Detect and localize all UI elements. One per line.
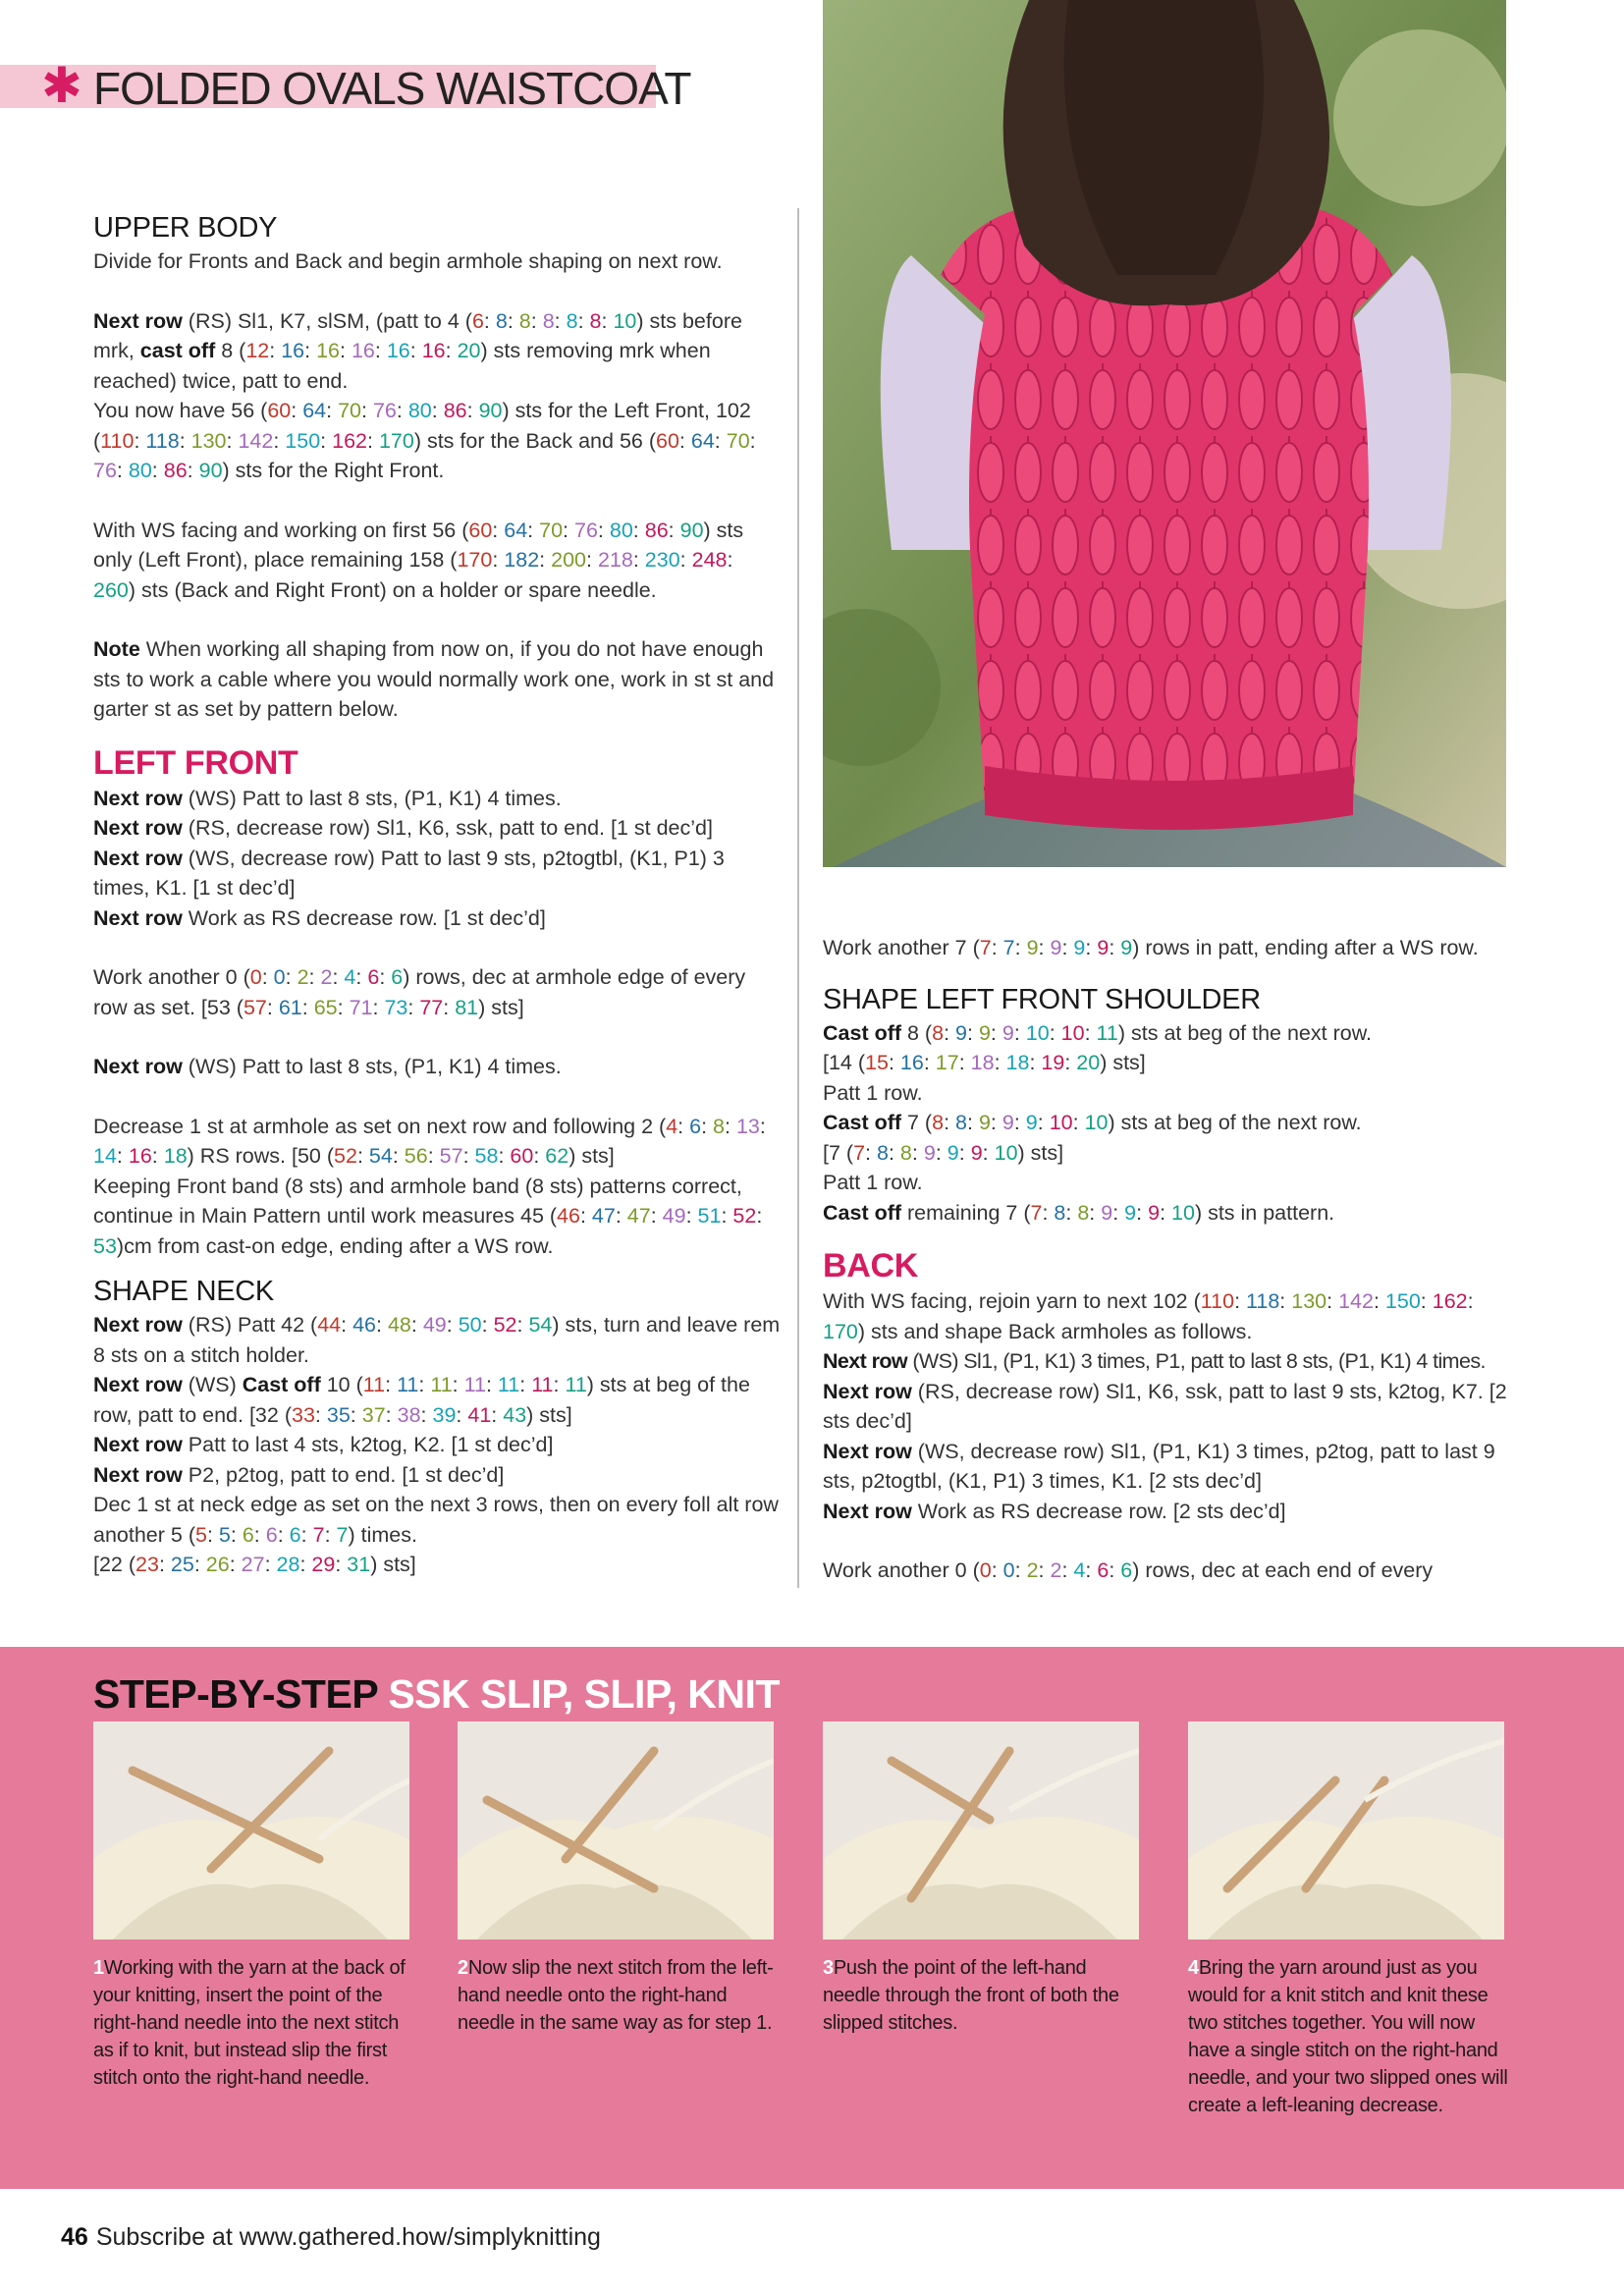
size-value: 16 (386, 339, 410, 362)
size-value: 6 (391, 965, 404, 989)
size-value: 130 (1291, 1289, 1327, 1313)
upper-body-intro: Divide for Fronts and Back and begin armhole shaping on next row. (93, 249, 723, 273)
flower-star-icon: ✱ (41, 57, 82, 114)
size-value: 60 (510, 1144, 534, 1168)
size-value: 11 (565, 1373, 587, 1396)
size-value: 182 (504, 548, 540, 572)
size-value: 50 (458, 1313, 482, 1337)
size-value: 2 (1026, 1558, 1039, 1582)
size-value: 57 (439, 1144, 463, 1168)
size-value: 10 (994, 1140, 1018, 1165)
size-value: 14 (93, 1144, 117, 1168)
step-2-photo (458, 1721, 774, 1940)
size-value: 9 (978, 1020, 991, 1045)
size-value: 73 (384, 995, 408, 1019)
back-row-2: Next row (WS) Sl1, (P1, K1) 3 times, P1, patt to last 8 sts, (P1, K1) 4 times. (823, 1349, 1486, 1373)
left-front-row-2: Next row (RS, decrease row) Sl1, K6, ssk, patt to end. [1 st dec’d] (93, 816, 713, 840)
size-value: 46 (352, 1313, 377, 1337)
size-value: 71 (349, 995, 373, 1019)
size-value: 5 (218, 1522, 231, 1547)
back-row-3: Next row (RS, decrease row) Sl1, K6, ssk, patt to last 9 sts, k2tog, K7. [2 sts dec’d] (823, 1379, 1507, 1433)
size-value: 27 (241, 1553, 265, 1576)
size-value: 8 (932, 1020, 945, 1045)
size-value: 10 (1060, 1020, 1085, 1045)
size-value: 0 (979, 1558, 992, 1582)
neck-row-2: Next row (WS) Cast off 10 (11: 11: 11: 11: 11: 11: 11) sts at beg of the row, patt to end. [32 (33: 35: 37: 38: 39: 41: 43) sts] (93, 1373, 750, 1427)
size-values: 57: 61: 65: 71: 73: 77: 81 (243, 995, 479, 1019)
size-value: 60 (656, 428, 679, 453)
size-value: 64 (690, 428, 715, 453)
size-values: 12: 16: 16: 16: 16: 16: 20 (245, 339, 481, 362)
size-value: 29 (311, 1553, 336, 1576)
size-values: 44: 46: 48: 49: 50: 52: 54 (317, 1313, 553, 1337)
step-4-photo (1188, 1721, 1504, 1940)
size-value: 9 (1148, 1200, 1161, 1225)
size-value: 9 (1073, 936, 1086, 959)
size-value: 46 (557, 1204, 580, 1228)
shoulder-row-5: [7 (7: 8: 8: 9: 9: 9: 10) sts] (823, 1140, 1064, 1165)
shoulder-row-2: [14 (15: 16: 17: 18: 18: 19: 20) sts] (823, 1051, 1146, 1074)
size-value: 7 (336, 1522, 349, 1547)
size-value: 8 (518, 308, 531, 333)
size-value: 10 (613, 308, 637, 333)
size-value: 260 (93, 577, 129, 602)
size-value: 10 (1084, 1111, 1109, 1134)
size-value: 35 (326, 1402, 351, 1427)
back-row-4: Next row (WS, decrease row) Sl1, (P1, K1) 3 times, p2tog, patt to last 9 sts, p2togtbl, (K1, P1) 3 times, K1. [2 sts dec’d] (823, 1439, 1495, 1493)
size-value: 80 (407, 399, 432, 422)
size-value: 200 (551, 548, 586, 572)
size-value: 11 (497, 1373, 520, 1396)
size-value: 61 (278, 995, 302, 1019)
size-value: 58 (474, 1144, 499, 1168)
shoulder-row-6: Patt 1 row. (823, 1171, 923, 1194)
neck-count: [22 (23: 25: 26: 27: 28: 29: 31) sts] (93, 1553, 416, 1576)
size-value: 9 (1097, 936, 1110, 959)
size-value: 52 (732, 1204, 757, 1228)
size-value: 52 (493, 1313, 517, 1337)
size-value: 64 (302, 399, 327, 422)
size-value: 90 (679, 518, 704, 542)
size-value: 39 (432, 1402, 457, 1427)
size-value: 16 (899, 1051, 924, 1074)
left-front-continue: Keeping Front band (8 sts) and armhole band (8 sts) patterns correct, continue in Main Pattern until work measures 45 (46: 47: 47: 49: 51: 52: 53)cm from cast-on edge, ending after a WS row. (93, 1174, 763, 1258)
size-value: 48 (387, 1313, 411, 1337)
size-value: 11 (463, 1373, 486, 1396)
size-value: 44 (317, 1313, 342, 1337)
size-value: 20 (1076, 1051, 1101, 1074)
step-1-caption: 1Working with the yarn at the back of your knitting, insert the point of the right-hand needle into the next stitch as if to knit, but instead slip the first stitch onto the right-hand needle. (93, 1957, 406, 2089)
size-value: 142 (1338, 1289, 1374, 1313)
size-value: 31 (347, 1553, 371, 1576)
size-values: 8: 8: 9: 9: 9: 10: 10 (932, 1111, 1109, 1134)
size-value: 86 (644, 518, 669, 542)
size-value: 8 (899, 1140, 912, 1165)
size-value: 9 (1025, 1111, 1038, 1134)
size-value: 16 (351, 339, 375, 362)
subscribe-link[interactable]: Subscribe at www.gathered.how/simplyknitting (95, 2223, 601, 2251)
size-values: 23: 25: 26: 27: 28: 29: 31 (135, 1553, 371, 1576)
size-value: 77 (419, 995, 444, 1019)
heading-left-front: LEFT FRONT (93, 743, 298, 782)
size-value: 9 (1101, 1200, 1113, 1225)
size-value: 6 (689, 1114, 702, 1138)
size-value: 9 (978, 1111, 991, 1134)
size-values: 0: 0: 2: 2: 4: 6: 6 (979, 1558, 1133, 1582)
size-value: 17 (935, 1051, 959, 1074)
size-value: 80 (609, 518, 633, 542)
size-values: 11: 11: 11: 11: 11: 11: 11 (362, 1373, 587, 1396)
size-value: 0 (249, 965, 262, 989)
size-value: 56 (404, 1144, 428, 1168)
size-value: 11 (1096, 1020, 1118, 1045)
size-values: 7: 7: 9: 9: 9: 9: 9 (979, 936, 1133, 959)
size-value: 8 (1054, 1200, 1066, 1225)
size-value: 43 (503, 1402, 527, 1427)
size-value: 6 (242, 1522, 254, 1547)
size-value: 9 (1001, 1020, 1014, 1045)
size-value: 23 (135, 1553, 159, 1576)
size-value: 9 (923, 1140, 936, 1165)
size-values: 170: 182: 200: 218: 230: 248: 260 (93, 548, 733, 602)
size-value: 9 (1050, 936, 1062, 959)
size-value: 8 (713, 1114, 725, 1138)
work-another-rows: Work another 7 (7: 7: 9: 9: 9: 9: 9) rows in patt, ending after a WS row. (823, 936, 1479, 959)
size-value: 80 (128, 459, 152, 482)
size-value: 0 (273, 965, 286, 989)
size-value: 150 (1384, 1289, 1421, 1313)
size-value: 10 (1049, 1111, 1073, 1134)
size-value: 11 (531, 1373, 554, 1396)
size-value: 9 (1120, 936, 1133, 959)
size-value: 6 (471, 308, 484, 333)
left-front-row-1: Next row (WS) Patt to last 8 sts, (P1, K1) 4 times. (93, 786, 562, 810)
size-value: 9 (1026, 936, 1039, 959)
size-values: 7: 8: 8: 9: 9: 9: 10 (1030, 1200, 1195, 1225)
footer (61, 2222, 601, 2252)
size-value: 10 (1171, 1200, 1195, 1225)
size-value: 12 (245, 339, 270, 362)
size-value: 53 (93, 1233, 117, 1258)
size-value: 118 (1246, 1289, 1280, 1313)
upper-body-next-row: Next row (RS) Sl1, K7, slSM, (patt to 4 (6: 8: 8: 8: 8: 8: 10) sts before mrk, cast off 8 (12: 16: 16: 16: 16: 16: 20) sts removing mrk when reached) twice, patt to end. (93, 308, 742, 393)
size-value: 28 (276, 1553, 300, 1576)
size-values: 60: 64: 70: 76: 80: 86: 90 (93, 428, 756, 482)
size-value: 49 (662, 1204, 686, 1228)
size-value: 64 (504, 518, 528, 542)
page-number: 46 (61, 2223, 88, 2251)
heading-back: BACK (823, 1247, 919, 1284)
shoulder-row-3: Patt 1 row. (823, 1080, 923, 1105)
size-value: 7 (979, 936, 992, 959)
size-value: 118 (145, 428, 180, 453)
size-value: 49 (422, 1313, 447, 1337)
size-value: 38 (397, 1402, 421, 1427)
shoulder-row-7: Cast off remaining 7 (7: 8: 8: 9: 9: 9: 10) sts in pattern. (823, 1200, 1335, 1225)
size-value: 110 (1200, 1289, 1235, 1313)
size-value: 37 (361, 1402, 386, 1427)
size-value: 20 (457, 339, 481, 362)
size-value: 86 (163, 459, 188, 482)
size-value: 230 (644, 548, 680, 572)
size-value: 76 (93, 459, 117, 482)
size-value: 6 (1097, 1558, 1110, 1582)
size-value: 8 (542, 308, 555, 333)
size-value: 25 (170, 1553, 194, 1576)
size-value: 54 (528, 1313, 553, 1337)
size-value: 6 (265, 1522, 278, 1547)
back-row-6: Work another 0 (0: 0: 2: 2: 4: 6: 6) rows, dec at each end of every (823, 1558, 1434, 1582)
size-value: 4 (666, 1114, 678, 1138)
step-2-caption: 2Now slip the next stitch from the left-hand needle onto the right-hand needle in the same way as for step 1. (458, 1957, 774, 2034)
size-value: 90 (478, 399, 503, 422)
size-values: 7: 8: 8: 9: 9: 9: 10 (853, 1140, 1018, 1165)
size-value: 218 (597, 548, 633, 572)
size-value: 7 (1030, 1200, 1043, 1225)
neck-row-4: Next row P2, p2tog, patt to end. [1 st dec’d] (93, 1462, 505, 1487)
neck-dec: Dec 1 st at neck edge as set on the next 3 rows, then on every foll alt row another 5 (5: 5: 6: 6: 6: 7: 7) times. (93, 1493, 779, 1547)
step-by-step-heading: STEP-BY-STEP SSK SLIP, SLIP, KNIT (93, 1671, 780, 1717)
size-value: 4 (344, 965, 356, 989)
size-values: 60: 64: 70: 76: 80: 86: 90 (267, 399, 503, 422)
upper-body-note: Note When working all shaping from now on, if you do not have enough sts to work a cable where you would normally work one, work in st st and garter st as set by pattern below. (93, 637, 775, 721)
neck-row-1: Next row (RS) Patt 42 (44: 46: 48: 49: 50: 52: 54) sts, turn and leave rem 8 sts on a stitch holder. (93, 1313, 781, 1367)
size-values: 33: 35: 37: 38: 39: 41: 43 (291, 1402, 527, 1427)
size-value: 16 (128, 1144, 152, 1168)
size-values: 4: 6: 8: 13: 14: 16: 18 (93, 1114, 766, 1168)
step-1-photo (93, 1721, 409, 1940)
size-value: 51 (697, 1204, 722, 1228)
size-value: 130 (190, 428, 227, 453)
size-value: 142 (238, 428, 274, 453)
step-4-caption: 4Bring the yarn around just as you would for a knit stitch and knit these two stitches together. You will now have a single stitch on the right-hand needle, and your two slipped ones will create a left-leaning decrease. (1188, 1957, 1508, 2116)
size-value: 7 (1002, 936, 1015, 959)
size-value: 33 (291, 1402, 315, 1427)
size-value: 11 (397, 1373, 419, 1396)
heading-upper-body: UPPER BODY (93, 212, 278, 244)
shoulder-row-1: Cast off 8 (8: 9: 9: 9: 10: 10: 11) sts at beg of the next row. (823, 1020, 1373, 1045)
size-value: 8 (877, 1140, 889, 1165)
size-value: 248 (691, 548, 728, 572)
size-value: 47 (591, 1204, 616, 1228)
size-value: 4 (1073, 1558, 1086, 1582)
size-value: 26 (205, 1553, 230, 1576)
size-value: 7 (312, 1522, 325, 1547)
size-value: 9 (1124, 1200, 1137, 1225)
size-value: 170 (378, 428, 414, 453)
size-value: 2 (1050, 1558, 1062, 1582)
left-front-decrease: Decrease 1 st at armhole as set on next row and following 2 (4: 6: 8: 13: 14: 16: 18) RS rows. [50 (52: 54: 56: 57: 58: 60: 62) sts] (93, 1114, 766, 1168)
size-value: 8 (566, 308, 578, 333)
size-value: 13 (735, 1114, 760, 1138)
size-value: 7 (853, 1140, 866, 1165)
size-value: 9 (1001, 1111, 1014, 1134)
size-value: 170 (823, 1319, 858, 1343)
size-value: 76 (574, 518, 598, 542)
size-value: 11 (362, 1373, 386, 1396)
step-3-caption: 3Push the point of the left-hand needle through the front of both the slipped stitches. (823, 1957, 1119, 2034)
back-row-5: Next row Work as RS decrease row. [2 sts dec’d] (823, 1499, 1286, 1523)
neck-row-3: Next row Patt to last 4 sts, k2tog, K2. [1 st dec’d] (93, 1433, 554, 1456)
waistcoat-photo (823, 0, 1506, 867)
size-value: 15 (865, 1051, 889, 1074)
size-value: 65 (313, 995, 338, 1019)
upper-body-stitch-counts: You now have 56 (60: 64: 70: 76: 80: 86: 90) sts for the Left Front, 102 (110: 118: 130: 142: 150: 162: 170) sts for the Back and 56 (60: 64: 70: 76: 80: 86: 90) sts for the Right Front. (93, 399, 756, 482)
size-value: 8 (495, 308, 508, 333)
size-value: 41 (467, 1402, 492, 1427)
size-value: 6 (289, 1522, 301, 1547)
size-value: 9 (947, 1140, 959, 1165)
upper-body-ws-facing: With WS facing and working on first 56 (60: 64: 70: 76: 80: 86: 90) sts only (Left Front), place remaining 158 (170: 182: 200: 218: 230: 248: 260) sts (Back and Right Front) on a holder or spare needle. (93, 518, 744, 602)
size-value: 9 (955, 1020, 967, 1045)
size-values: 15: 16: 17: 18: 18: 19: 20 (865, 1051, 1101, 1074)
size-value: 2 (297, 965, 309, 989)
size-values: 46: 47: 47: 49: 51: 52: 53 (93, 1204, 763, 1258)
size-value: 16 (316, 339, 340, 362)
size-value: 81 (455, 995, 479, 1019)
size-value: 6 (1120, 1558, 1133, 1582)
size-value: 8 (589, 308, 602, 333)
size-values: 8: 9: 9: 9: 10: 10: 11 (932, 1020, 1118, 1045)
size-value: 60 (267, 399, 292, 422)
size-value: 18 (1005, 1051, 1030, 1074)
right-column (823, 933, 1510, 1586)
size-value: 150 (285, 428, 321, 453)
size-value: 52 (334, 1144, 357, 1168)
back-row-1: With WS facing, rejoin yarn to next 102 (110: 118: 130: 142: 150: 162: 170) sts and shape Back armholes as follows. (823, 1289, 1474, 1343)
size-value: 47 (626, 1204, 651, 1228)
size-value: 70 (539, 518, 564, 542)
size-value: 90 (198, 459, 223, 482)
size-value: 2 (320, 965, 333, 989)
size-value: 9 (970, 1140, 983, 1165)
size-values: 52: 54: 56: 57: 58: 60: 62 (334, 1144, 569, 1168)
size-value: 76 (372, 399, 397, 422)
size-value: 16 (281, 339, 305, 362)
size-value: 162 (332, 428, 367, 453)
size-value: 10 (1025, 1020, 1050, 1045)
size-value: 16 (421, 339, 446, 362)
size-value: 60 (468, 518, 493, 542)
size-values: 5: 5: 6: 6: 6: 7: 7 (194, 1522, 349, 1547)
size-value: 18 (970, 1051, 995, 1074)
shoulder-row-4: Cast off 7 (8: 8: 9: 9: 9: 10: 10) sts at beg of the next row. (823, 1111, 1362, 1134)
step-3-photo (823, 1721, 1139, 1940)
left-column (93, 211, 781, 1580)
heading-shape-neck: SHAPE NECK (93, 1276, 274, 1307)
left-front-row-5: Next row (WS) Patt to last 8 sts, (P1, K1) 4 times. (93, 1055, 562, 1078)
size-value: 0 (1002, 1558, 1015, 1582)
size-values: 110: 118: 130: 142: 150: 162: 170 (100, 428, 414, 453)
size-value: 110 (100, 428, 135, 453)
size-value: 54 (368, 1144, 393, 1168)
size-value: 86 (443, 399, 467, 422)
size-values: 110: 118: 130: 142: 150: 162: 170 (823, 1289, 1474, 1343)
size-value: 62 (545, 1144, 569, 1168)
column-divider (797, 208, 799, 1588)
heading-shape-left-front-shoulder: SHAPE LEFT FRONT SHOULDER (823, 983, 1261, 1015)
left-front-work-another: Work another 0 (0: 0: 2: 2: 4: 6: 6) rows, dec at armhole edge of every row as set. [53 (57: 61: 65: 71: 73: 77: 81) sts] (93, 965, 746, 1019)
size-value: 8 (932, 1111, 945, 1134)
size-value: 8 (955, 1111, 967, 1134)
size-value: 19 (1041, 1051, 1065, 1074)
size-value: 11 (430, 1373, 453, 1396)
size-values: 60: 64: 70: 76: 80: 86: 90 (468, 518, 704, 542)
size-value: 6 (367, 965, 380, 989)
size-value: 5 (194, 1522, 207, 1547)
size-values: 0: 0: 2: 2: 4: 6: 6 (249, 965, 404, 989)
page-title: FOLDED OVALS WAISTCOAT (93, 63, 691, 114)
size-value: 57 (243, 995, 267, 1019)
left-front-row-4: Next row Work as RS decrease row. [1 st dec’d] (93, 905, 546, 930)
size-values: 6: 8: 8: 8: 8: 8: 10 (471, 308, 637, 333)
size-value: 18 (163, 1144, 188, 1168)
size-value: 70 (726, 428, 750, 453)
size-value: 170 (457, 548, 493, 572)
size-value: 162 (1432, 1289, 1468, 1313)
left-front-row-3: Next row (WS, decrease row) Patt to last 9 sts, p2togtbl, (K1, P1) 3 times, K1. [1 st dec’d] (93, 846, 725, 900)
size-value: 70 (338, 399, 361, 422)
size-value: 8 (1077, 1200, 1090, 1225)
